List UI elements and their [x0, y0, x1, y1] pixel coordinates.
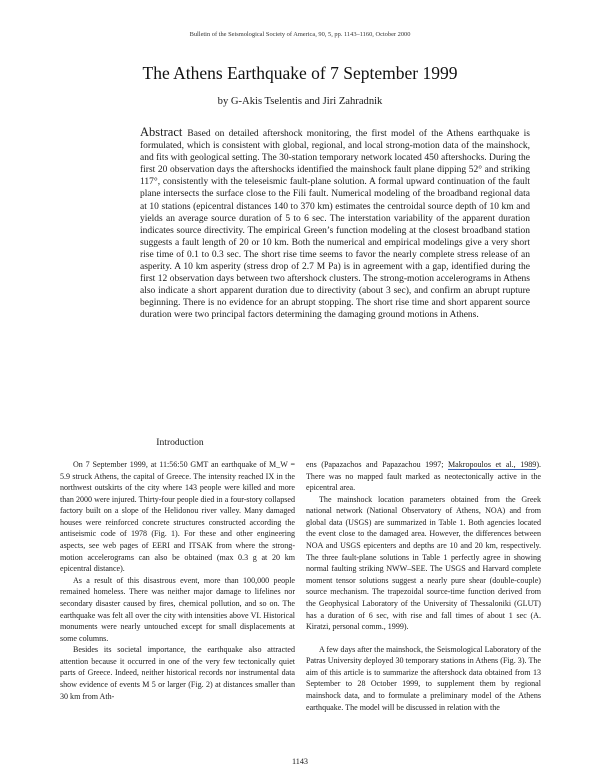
section-heading-introduction: Introduction — [156, 437, 204, 448]
article-authors: by G-Akis Tselentis and Jiri Zahradnik — [217, 96, 383, 107]
intro-paragraph-1: On 7 September 1999, at 11:56:50 GMT an earthquake of M_W = 5.9 struck Athens, the capital of Greece. The intensity reached IX in the northwest outskirts of the city where 143 people were killed and more than 2000 were injured. Thirty-four people died in a four-story collapsed factory built on a slope of the Helidonou river valley. Many damaged houses were reinforced concrete structures constructed according the antiseismic code of 1978 (Fig. 1). For these and other engineering aspects, see web pages of EERI and ITSAK from where the strong-motion accelerograms can also be obtained (max 0.3 g at 20 km epicentral distance). — [60, 460, 295, 574]
page-number: 1143 — [291, 757, 309, 766]
intro-paragraph-5: A few days after the mainshock, the Seismological Laboratory of the Patras University deployed 30 temporary stations in Athens (Fig. 3). The aim of this article is to summarize the aftershock data obtained from 13 September to 28 October 1999, to supplement them by regional mainshock data, and to formulate a preliminary model of the Athens earthquake. The model will be discussed in relation with the — [306, 644, 541, 712]
intro-paragraph-2: As a result of this disastrous event, more than 100,000 people remained homeless. There was neither major damage to lifelines nor secondary disaster caused by fires, chemical pollution, and so on. The earthquake was felt all over the city with intensities above VI. Historical monuments were nearly untouched except for small displacements at some columns. — [60, 575, 295, 643]
body-column-right — [306, 459, 541, 713]
abstract-label: Abstract — [140, 125, 183, 139]
intro-paragraph-3-continued — [306, 459, 541, 494]
article-title: The Athens Earthquake of 7 September 1999 — [142, 63, 458, 83]
continuation-text-after-link: ). There was no mapped fault marked as neotectonically active in the epicentral area. — [306, 460, 542, 493]
continuation-text-before-link: ens (Papazachos and Papazachou 1997; — [306, 460, 449, 469]
intro-paragraph-3: Besides its societal importance, the earthquake also attracted attention because it occurred in one of the very few tectonically quiet parts of Greece. Indeed, neither historical records nor instrumental data show evidence of events M 5 or larger (Fig. 2) at distances smaller than 30 km from Ath- — [60, 645, 295, 701]
body-column-left — [60, 459, 295, 702]
running-head: Bulletin of the Seismological Society of America, 90, 5, pp. 1143–1160, October 2000 — [189, 31, 411, 38]
abstract — [140, 126, 530, 322]
abstract-text: Based on detailed aftershock monitoring, the first model of the Athens earthquake is formulated, which is consistent with global, regional, and local strong-motion data of the mainshock, and fits with geological setting. The 30-station temporary network located 450 aftershocks. During the first 20 observation days the aftershocks identified the mainshock fault plane dipping 52° and striking 117°, consistently with the teleseismic fault-plane solution. A formal upward continuation of the fault plane intersects the surface close to the Fili fault. Numerical modeling of the broadband regional data at 10 stations (epicentral distances 140 to 370 km) estimates the centroidal source depth of 10 km and yields an average source duration of 5 to 6 sec. The interstation variability of the apparent duration indicates source directivity. The empirical Green’s function modeling at the closest broadband station suggests a fault length of 20 or 10 km. Both the numerical and empirical modelings give a very short rise time of 0.1 to 0.3 sec. The short rise time seems to favor the nearly complete stress release of an asperity. A 10 km asperity (stress drop of 2.7 M Pa) is in agreement with a gap, identified during the first 12 observation days between two aftershock clusters. The strong-motion accelerograms in Athens also indicate a short apparent duration due to directivity (about 3 sec), and confirm an abrupt rupture beginning. There is no evidence for an abrupt stopping. The short rise time and short apparent source duration were two principal factors determining the damaging ground motions in Athens. — [140, 129, 530, 321]
intro-paragraph-4: The mainshock location parameters obtained from the Greek national network (National Observatory of Athens, NOA) and from global data (USGS) are summarized in Table 1. Both agencies located the event close to the damaged area. However, the differences between NOA and USGS epicenters and depths are 10 and 20 km, respectively. The three fault-plane solutions in Table 1 perfectly agree in showing normal faulting striking NWW–SEE. The USGS and Harvard complete moment tensor solutions suggest a nearly pure shear (double-couple) source mechanism. The trapezoidal source-time function derived from the Geophysical Laboratory of the University of Thessaloniki (GLUT) has a duration of 6 sec, with rise and fall times of about 1 sec (A. Kiratzi, personal comm., 1999). — [306, 494, 541, 632]
citation-link-makropoulos[interactable]: Makropoulos et al., 1989 — [448, 460, 537, 469]
